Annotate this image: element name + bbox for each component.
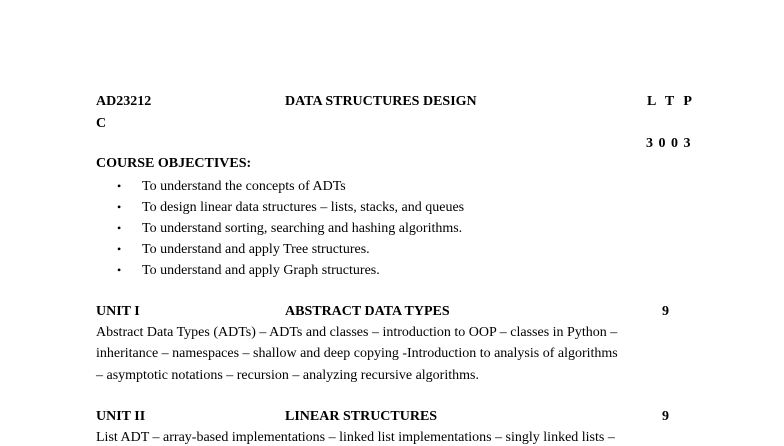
unit-label: UNIT II xyxy=(96,409,146,424)
objective-text: To design linear data structures – lists, stacks, and queues xyxy=(142,200,465,215)
ltp-credit-label: C xyxy=(96,116,107,131)
objectives-heading: COURSE OBJECTIVES: xyxy=(96,156,252,171)
unit-description-line: – asymptotic notations – recursion – analyzing recursive algorithms. xyxy=(96,368,479,383)
unit-hours: 9 xyxy=(662,409,669,424)
objective-text: To understand sorting, searching and hashing algorithms. xyxy=(142,221,463,236)
unit-title: ABSTRACT DATA TYPES xyxy=(285,304,450,319)
objective-text: To understand the concepts of ADTs xyxy=(142,179,346,194)
course-code: AD23212 xyxy=(96,94,152,109)
bullet-icon: • xyxy=(117,242,122,256)
ltp-label: L T P xyxy=(647,94,695,109)
ltp-values: 3 0 0 3 xyxy=(646,136,692,151)
unit-hours: 9 xyxy=(662,304,669,319)
unit-description-line: Abstract Data Types (ADTs) – ADTs and classes – introduction to OOP – classes in Python – xyxy=(96,325,618,340)
course-title: DATA STRUCTURES DESIGN xyxy=(285,94,477,109)
unit-description-line: inheritance – namespaces – shallow and deep copying -Introduction to analysis of algorithms xyxy=(96,346,618,361)
bullet-icon: • xyxy=(117,221,122,235)
unit-label: UNIT I xyxy=(96,304,140,319)
objective-text: To understand and apply Tree structures. xyxy=(142,242,370,257)
bullet-icon: • xyxy=(117,179,122,193)
unit-description-line: List ADT – array-based implementations – linked list implementations – singly linked lists – xyxy=(96,430,615,445)
bullet-icon: • xyxy=(117,200,122,214)
unit-title: LINEAR STRUCTURES xyxy=(285,409,438,424)
bullet-icon: • xyxy=(117,263,122,277)
objective-text: To understand and apply Graph structures. xyxy=(142,263,380,278)
